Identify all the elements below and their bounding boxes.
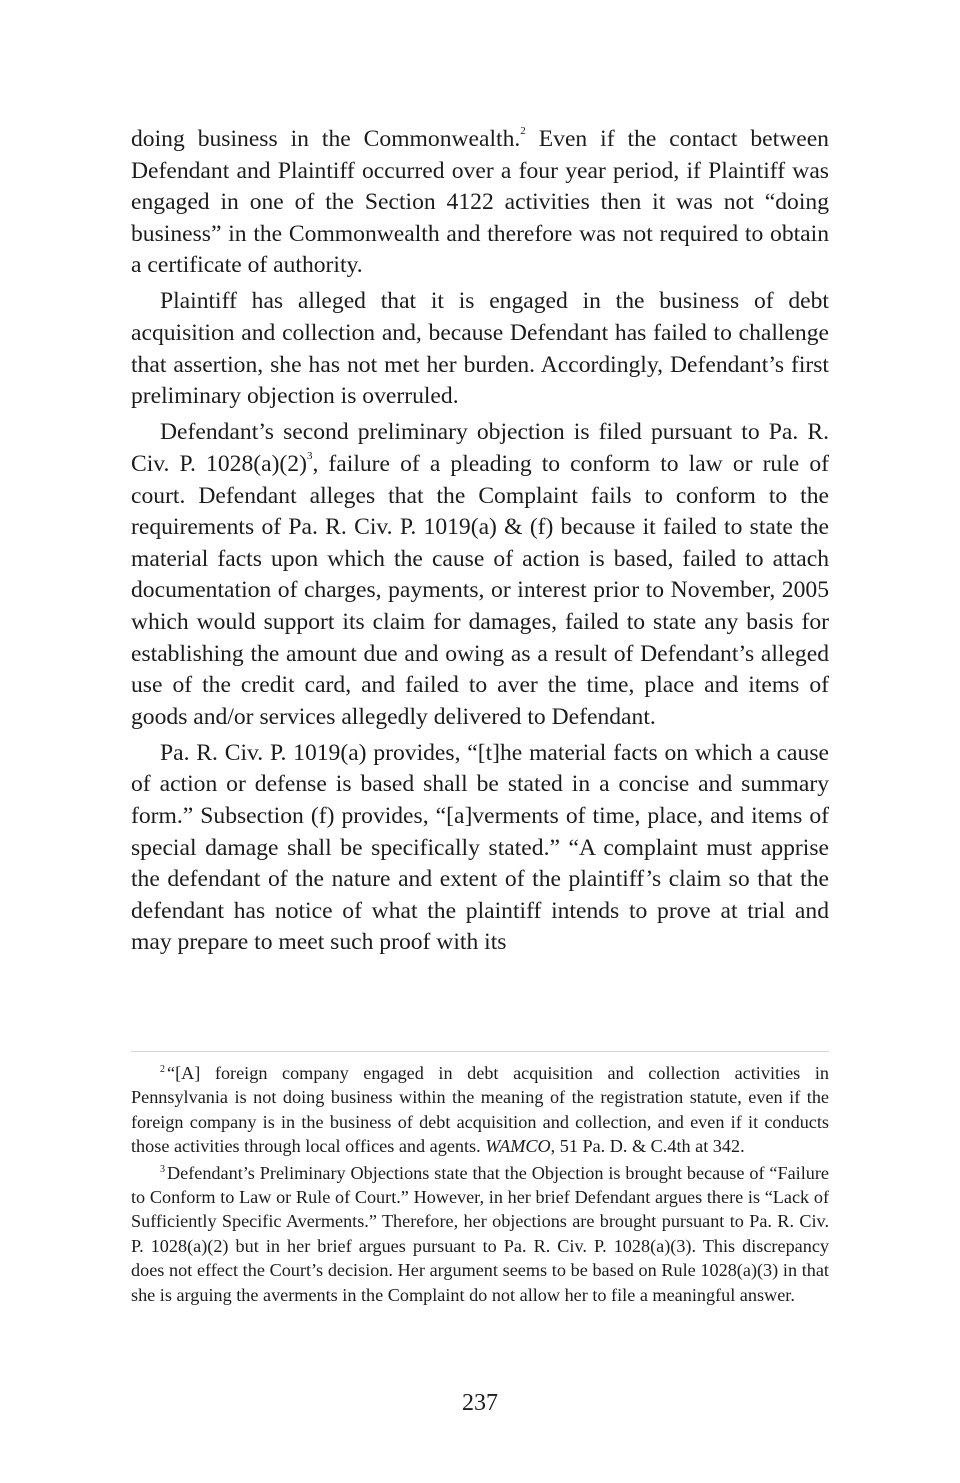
footnote-divider [131, 1051, 829, 1052]
paragraph-4: Pa. R. Civ. P. 1019(a) provides, “[t]he material facts on which a cause of action or defense is based shall be stated in a concise and summary form.” Subsection (f) provides, “[a]verments of time, place, and items of special damage shall be specifically stated.” “A complaint must apprise the defendant of the nature and extent of the plaintiff’s claim so that the defendant has notice of what the plaintiff intends to prove at trial and may prepare to meet such proof with its [131, 739, 829, 956]
main-text [131, 124, 829, 963]
paragraph-3 [131, 417, 829, 733]
paragraph-2: Plaintiff has alleged that it is engaged in the business of debt acquisition and collection and, because Defendant has failed to challenge that assertion, she has not met her burden. Accordingly, Defendant’s first preliminary objection is overruled. [131, 288, 829, 410]
footnote-ref-3[interactable]: 3 [306, 450, 313, 463]
paragraph-3-text-a: Defendant’s second preliminary objection is filed pursuant to Pa. R. Civ. P. 1028(a)(2) [131, 419, 829, 477]
paragraph-1 [131, 124, 829, 282]
footnote-3-number: 3 [160, 1163, 165, 1175]
footnote-2-number: 2 [160, 1063, 165, 1075]
footnote-2-text-a: “[A] foreign company engaged in debt acquisition and collection activities in Pennsylvania is not doing business within the meaning of the registration statute, even if the foreign company is in the business of debt acquisition and collection, and even if it conducts those activities through local offices and agents. [131, 1063, 829, 1157]
footnote-3-text: Defendant’s Preliminary Objections state that the Objection is brought because of “Failure to Conform to Law or Rule of Court.” However, in her brief Defendant argues there is “Lack of Sufficiently Specific Averments.” Therefore, her objections are brought pursuant to Pa. R. Civ. P. 1028(a)(2) but in her brief argues pursuant to Pa. R. Civ. P. 1028(a)(3). This discrepancy does not effect the Court’s decision. Her argument seems to be based on Rule 1028(a)(3) in that she is arguing the averments in the Complaint do not allow her to file a meaningful answer. [131, 1162, 829, 1305]
paragraph-1-text-a: doing business in the Commonwealth. [131, 126, 521, 152]
page-number: 237 [462, 1390, 498, 1416]
footnote-3 [131, 1161, 829, 1307]
footnote-2-text-b: , 51 Pa. D. & C.4th at 342. [550, 1136, 745, 1157]
footnote-2 [131, 1061, 829, 1159]
paragraph-3-text-b: , failure of a pleading to conform to law or rule of court. Defendant alleges that the Complaint fails to conform to the requirements of Pa. R. Civ. P. 1019(a) & (f) because it failed to state the material facts upon which the cause of action is based, failed to attach documentation of charges, payments, or interest prior to November, 2005 which would support its claim for damages, failed to state any basis for establishing the amount due and owing as a result of Defendant’s alleged use of the credit card, and failed to aver the time, place and items of goods and/or services allegedly delivered to Defendant. [131, 450, 829, 730]
paragraph-1-text-b: Even if the contact between Defendant and Plaintiff occurred over a four year period, if Plaintiff was engaged in one of the Section 4122 activities then it was not “doing business” in the Commonwealth and therefore was not required to obtain a certificate of authority. [131, 126, 829, 279]
footnote-ref-2[interactable]: 2 [520, 125, 526, 138]
footnotes [131, 1061, 829, 1309]
footnote-2-citation: WAMCO [485, 1136, 551, 1157]
